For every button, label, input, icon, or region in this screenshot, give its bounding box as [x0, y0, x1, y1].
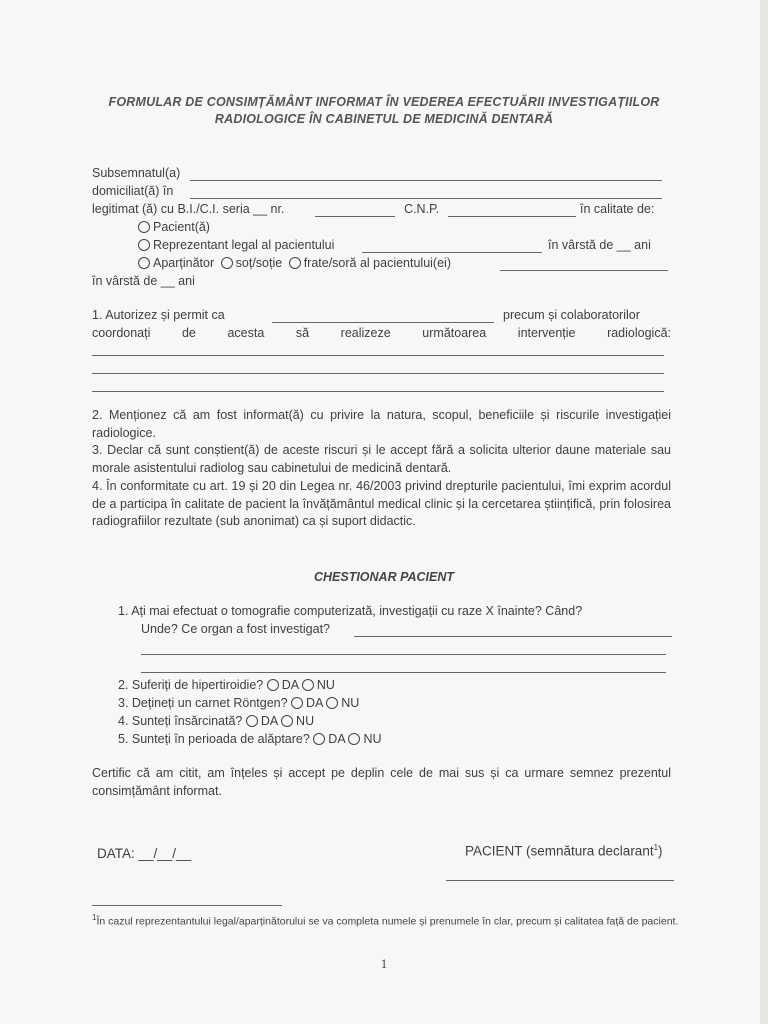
cnp-label: C.N.P. [404, 202, 440, 216]
radio-pacient-icon[interactable] [138, 221, 150, 233]
in-calitate-label: în calitate de: [580, 202, 655, 216]
clause1-line2: coordonați de acesta să realizeze următoarea intervenție radiologică: [92, 326, 671, 340]
q1-answer-line-1[interactable] [354, 636, 672, 637]
q2-da-radio-icon[interactable] [267, 679, 279, 691]
clause1-name-field[interactable] [272, 322, 494, 323]
option-apartinator-label: Aparținător [153, 256, 215, 270]
domiciliat-label: domiciliat(ă) în [92, 184, 174, 198]
q5-nu-label: NU [363, 732, 382, 746]
radio-sot-icon[interactable] [221, 257, 233, 269]
q4-nu-radio-icon[interactable] [281, 715, 293, 727]
footnote [92, 910, 682, 930]
q4-da-label: DA [260, 714, 278, 728]
clause1-start: 1. Autorizez și permit ca [92, 308, 225, 322]
clause1-end: precum și colaboratorilor [503, 308, 640, 322]
q2-nu-label: NU [316, 678, 335, 692]
q3-da-label: DA [306, 696, 323, 710]
q1-line1: 1. Ați mai efectuat o tomografie computerizată, investigații cu raze X înainte? Când? [118, 604, 583, 618]
q5-da-radio-icon[interactable] [313, 733, 325, 745]
q3-label: 3. Dețineți un carnet Röntgen? [118, 696, 288, 710]
apartinator-age-label: în vârstă de __ ani [92, 274, 195, 288]
footnote-mark: 1 [92, 913, 97, 922]
reprezentant-name-field[interactable] [362, 252, 542, 253]
patient-signature-line[interactable] [446, 880, 674, 881]
q4-nu-label: NU [296, 714, 315, 728]
q4 [118, 714, 314, 728]
subsemnatul-field[interactable] [190, 180, 662, 181]
domiciliat-field[interactable] [190, 198, 662, 199]
option-apartinator[interactable] [138, 256, 451, 270]
intervention-line-1[interactable] [92, 355, 664, 356]
q4-label: 4. Sunteți însărcinată? [118, 714, 243, 728]
q5 [118, 732, 382, 746]
apartinator-name-field[interactable] [500, 270, 668, 271]
legitimat-label: legitimat (ă) cu B.I./C.I. seria __ nr. [92, 202, 285, 216]
form-title-line2: RADIOLOGICE ÎN CABINETUL DE MEDICINĂ DENTARĂ [214, 112, 554, 126]
certification-text: Certific că am citit, am înțeles și accept pe deplin cele de mai sus și ca urmare semnez prezentul consimțământ informat. [92, 766, 671, 798]
q2-label: 2. Suferiți de hipertiroidie? [118, 678, 264, 692]
intervention-line-3[interactable] [92, 391, 664, 392]
patient-signature-label [465, 843, 663, 859]
q2-da-label: DA [281, 678, 299, 692]
q4-da-radio-icon[interactable] [246, 715, 258, 727]
option-frate-label: frate/soră al pacientului(ei) [303, 256, 451, 270]
q1-line2: Unde? Ce organ a fost investigat? [141, 622, 331, 636]
scan-edge [760, 0, 768, 1024]
footnote-separator [92, 905, 282, 906]
option-pacient[interactable] [138, 220, 210, 234]
date-field[interactable]: DATA: __/__/__ [97, 846, 192, 861]
subsemnatul-label: Subsemnatul(a) [92, 166, 181, 180]
intervention-line-2[interactable] [92, 373, 664, 374]
q5-label: 5. Sunteți în perioada de alăptare? [118, 732, 310, 746]
patient-signature-text: PACIENT (semnătura declarant [465, 843, 654, 859]
q2-nu-radio-icon[interactable] [302, 679, 314, 691]
q1-answer-line-3[interactable] [141, 672, 666, 673]
radio-frate-icon[interactable] [289, 257, 301, 269]
q3 [118, 696, 359, 710]
clause4: 4. În conformitate cu art. 19 și 20 din Legea nr. 46/2003 privind drepturile pacientului, îmi exprim acordul de a participa în calitate de pacient la învățământul medical clinic și la cercetarea științifică, prin folosirea radiografiilor rezultate (sub anonimat) ca și suport didactic. [92, 479, 671, 528]
option-pacient-label: Pacient(ă) [153, 220, 210, 234]
nr-field[interactable] [315, 216, 395, 217]
q1-answer-line-2[interactable] [141, 654, 666, 655]
signature-footnote-mark: 1 [653, 843, 659, 852]
signature-close-paren: ) [658, 843, 663, 859]
page-number: 1 [380, 956, 388, 971]
q5-da-label: DA [328, 732, 345, 746]
cnp-field[interactable] [448, 216, 576, 217]
option-sot-label: soț/soție [235, 256, 283, 270]
radio-reprezentant-icon[interactable] [138, 239, 150, 251]
footnote-text: În cazul reprezentantului legal/aparținătorului se va completa numele și prenumele în clar, precum și calitatea față de pacient. [96, 915, 679, 928]
option-reprezentant-label: Reprezentant legal al pacientului [153, 238, 335, 252]
questionnaire-heading: CHESTIONAR PACIENT [313, 570, 455, 584]
q3-nu-label: NU [341, 696, 360, 710]
q2 [118, 678, 335, 692]
form-title-line1: FORMULAR DE CONSIMȚĂMÂNT INFORMAT ÎN VEDEREA EFECTUĂRII INVESTIGAȚIILOR [108, 95, 660, 109]
radio-apartinator-icon[interactable] [138, 257, 150, 269]
q5-nu-radio-icon[interactable] [348, 733, 360, 745]
q3-nu-radio-icon[interactable] [326, 697, 338, 709]
reprezentant-age-label: în vârstă de __ ani [548, 238, 651, 252]
clause3: 3. Declar că sunt conștient(ă) de aceste riscuri și le accept fără a solicita ulterior daune materiale sau morale asistentului radiolog sau cabinetului de medicină dentară. [92, 443, 671, 475]
clause2: 2. Menționez că am fost informat(ă) cu privire la natura, scopul, beneficiile și riscurile investigației radiologice. [92, 408, 671, 440]
option-reprezentant[interactable] [138, 238, 334, 252]
q3-da-radio-icon[interactable] [291, 697, 303, 709]
